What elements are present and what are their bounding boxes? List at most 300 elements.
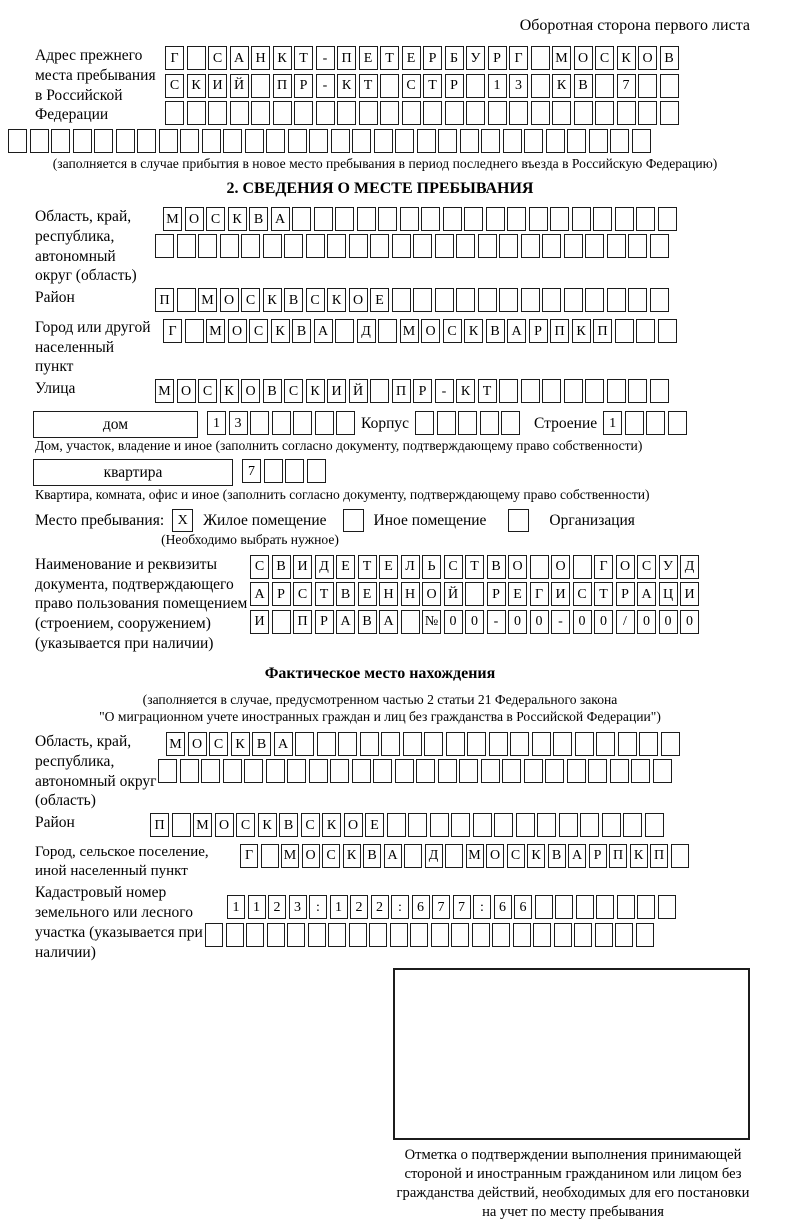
char-box[interactable]: /: [616, 610, 635, 634]
char-box[interactable]: [155, 234, 174, 258]
char-box[interactable]: [380, 101, 399, 125]
char-box[interactable]: Р: [589, 844, 607, 868]
char-box[interactable]: [435, 288, 454, 312]
char-box[interactable]: [187, 46, 206, 70]
char-box[interactable]: К: [630, 844, 648, 868]
char-box[interactable]: [378, 207, 397, 231]
char-box[interactable]: 7: [432, 895, 450, 919]
char-box[interactable]: [546, 129, 565, 153]
char-box[interactable]: [266, 759, 285, 783]
char-box[interactable]: [481, 759, 500, 783]
char-box[interactable]: [464, 207, 483, 231]
char-box[interactable]: [264, 459, 283, 483]
char-box[interactable]: [554, 923, 572, 947]
char-box[interactable]: К: [271, 319, 290, 343]
char-box[interactable]: О: [421, 319, 440, 343]
char-box[interactable]: К: [231, 732, 250, 756]
char-box[interactable]: Й: [444, 582, 463, 606]
char-box[interactable]: 1: [227, 895, 245, 919]
char-box[interactable]: [94, 129, 113, 153]
char-box[interactable]: Б: [445, 46, 464, 70]
char-box[interactable]: [294, 101, 313, 125]
char-box[interactable]: 7: [617, 74, 636, 98]
char-box[interactable]: Т: [594, 582, 613, 606]
char-box[interactable]: [288, 129, 307, 153]
char-box[interactable]: К: [228, 207, 247, 231]
char-box[interactable]: 6: [494, 895, 512, 919]
char-box[interactable]: [489, 732, 508, 756]
char-box[interactable]: [430, 813, 449, 837]
char-box[interactable]: А: [568, 844, 586, 868]
char-box[interactable]: Е: [508, 582, 527, 606]
char-box[interactable]: [615, 923, 633, 947]
char-box[interactable]: [331, 129, 350, 153]
char-box[interactable]: С: [284, 379, 303, 403]
char-box[interactable]: С: [206, 207, 225, 231]
char-box[interactable]: [245, 129, 264, 153]
char-box[interactable]: [580, 813, 599, 837]
char-box[interactable]: В: [279, 813, 298, 837]
char-box[interactable]: 0: [508, 610, 527, 634]
char-box[interactable]: [413, 234, 432, 258]
char-box[interactable]: [443, 207, 462, 231]
char-box[interactable]: А: [384, 844, 402, 868]
char-box[interactable]: [116, 129, 135, 153]
char-box[interactable]: [421, 207, 440, 231]
char-box[interactable]: [531, 101, 550, 125]
char-box[interactable]: [352, 129, 371, 153]
char-box[interactable]: Д: [425, 844, 443, 868]
char-box[interactable]: [638, 74, 657, 98]
char-box[interactable]: М: [198, 288, 217, 312]
char-box[interactable]: Г: [594, 555, 613, 579]
char-box[interactable]: [628, 288, 647, 312]
char-box[interactable]: [307, 459, 326, 483]
char-box[interactable]: [658, 895, 676, 919]
char-box[interactable]: [501, 411, 520, 435]
char-box[interactable]: П: [155, 288, 174, 312]
char-box[interactable]: [404, 844, 422, 868]
char-box[interactable]: [650, 234, 669, 258]
char-box[interactable]: Г: [530, 582, 549, 606]
char-box[interactable]: [378, 319, 397, 343]
char-box[interactable]: [246, 923, 264, 947]
char-box[interactable]: [596, 895, 614, 919]
char-box[interactable]: К: [456, 379, 475, 403]
char-box[interactable]: [585, 234, 604, 258]
char-box[interactable]: 3: [229, 411, 248, 435]
char-box[interactable]: [328, 923, 346, 947]
char-box[interactable]: [524, 129, 543, 153]
char-box[interactable]: В: [252, 732, 271, 756]
char-box[interactable]: С: [165, 74, 184, 98]
char-box[interactable]: [390, 923, 408, 947]
char-box[interactable]: 1: [248, 895, 266, 919]
char-box[interactable]: [456, 288, 475, 312]
char-box[interactable]: [617, 895, 635, 919]
char-box[interactable]: [330, 759, 349, 783]
char-box[interactable]: [602, 813, 621, 837]
char-box[interactable]: [308, 923, 326, 947]
char-box[interactable]: [618, 732, 637, 756]
char-box[interactable]: А: [507, 319, 526, 343]
char-box[interactable]: Т: [423, 74, 442, 98]
char-box[interactable]: [431, 923, 449, 947]
char-box[interactable]: [537, 813, 556, 837]
char-box[interactable]: [564, 379, 583, 403]
char-box[interactable]: [502, 759, 521, 783]
char-box[interactable]: [478, 288, 497, 312]
char-box[interactable]: [638, 101, 657, 125]
char-box[interactable]: [401, 610, 420, 634]
char-box[interactable]: [637, 895, 655, 919]
char-box[interactable]: [287, 759, 306, 783]
char-box[interactable]: 7: [242, 459, 261, 483]
char-box[interactable]: Т: [478, 379, 497, 403]
char-box[interactable]: 7: [453, 895, 471, 919]
char-box[interactable]: [550, 207, 569, 231]
char-box[interactable]: [369, 923, 387, 947]
char-box[interactable]: [564, 234, 583, 258]
char-box[interactable]: [488, 101, 507, 125]
char-box[interactable]: П: [609, 844, 627, 868]
char-box[interactable]: [381, 732, 400, 756]
char-box[interactable]: [266, 129, 285, 153]
char-box[interactable]: [445, 844, 463, 868]
char-box[interactable]: [567, 129, 586, 153]
char-box[interactable]: С: [250, 555, 269, 579]
char-box[interactable]: С: [249, 319, 268, 343]
char-box[interactable]: [327, 234, 346, 258]
char-box[interactable]: [650, 288, 669, 312]
char-box[interactable]: [509, 101, 528, 125]
char-box[interactable]: Й: [349, 379, 368, 403]
char-box[interactable]: О: [349, 288, 368, 312]
char-box[interactable]: -: [316, 46, 335, 70]
char-box[interactable]: [545, 759, 564, 783]
char-box[interactable]: [295, 732, 314, 756]
char-box[interactable]: [555, 895, 573, 919]
char-box[interactable]: [481, 129, 500, 153]
char-box[interactable]: [585, 379, 604, 403]
char-box[interactable]: [639, 732, 658, 756]
char-box[interactable]: К: [552, 74, 571, 98]
char-box[interactable]: П: [150, 813, 169, 837]
char-box[interactable]: [251, 74, 270, 98]
char-box[interactable]: М: [163, 207, 182, 231]
char-box[interactable]: В: [486, 319, 505, 343]
char-box[interactable]: [478, 234, 497, 258]
char-box[interactable]: [438, 759, 457, 783]
char-box[interactable]: И: [208, 74, 227, 98]
char-box[interactable]: [202, 129, 221, 153]
char-box[interactable]: Т: [315, 582, 334, 606]
char-box[interactable]: М: [552, 46, 571, 70]
char-box[interactable]: [595, 923, 613, 947]
char-box[interactable]: [458, 411, 477, 435]
char-box[interactable]: [30, 129, 49, 153]
char-box[interactable]: С: [301, 813, 320, 837]
char-box[interactable]: В: [574, 74, 593, 98]
char-box[interactable]: О: [185, 207, 204, 231]
char-box[interactable]: [494, 813, 513, 837]
char-box[interactable]: [172, 813, 191, 837]
char-box[interactable]: 1: [207, 411, 226, 435]
char-box[interactable]: [51, 129, 70, 153]
char-box[interactable]: [472, 923, 490, 947]
char-box[interactable]: [285, 459, 304, 483]
char-box[interactable]: [575, 732, 594, 756]
char-box[interactable]: Т: [294, 46, 313, 70]
char-box[interactable]: [410, 923, 428, 947]
residence-other-checkbox[interactable]: [343, 509, 364, 532]
char-box[interactable]: [596, 732, 615, 756]
char-box[interactable]: Р: [294, 74, 313, 98]
char-box[interactable]: В: [263, 379, 282, 403]
char-box[interactable]: 2: [268, 895, 286, 919]
char-box[interactable]: [628, 379, 647, 403]
char-box[interactable]: [573, 555, 592, 579]
char-box[interactable]: П: [337, 46, 356, 70]
char-box[interactable]: [650, 379, 669, 403]
char-box[interactable]: [628, 234, 647, 258]
char-box[interactable]: 2: [350, 895, 368, 919]
char-box[interactable]: [510, 732, 529, 756]
char-box[interactable]: [529, 207, 548, 231]
char-box[interactable]: [315, 411, 334, 435]
char-box[interactable]: [335, 319, 354, 343]
char-box[interactable]: [513, 923, 531, 947]
char-box[interactable]: [636, 319, 655, 343]
char-box[interactable]: [241, 234, 260, 258]
char-box[interactable]: [480, 411, 499, 435]
char-box[interactable]: :: [473, 895, 491, 919]
char-box[interactable]: К: [220, 379, 239, 403]
char-box[interactable]: [292, 207, 311, 231]
char-box[interactable]: 0: [659, 610, 678, 634]
char-box[interactable]: [531, 74, 550, 98]
char-box[interactable]: -: [435, 379, 454, 403]
char-box[interactable]: И: [551, 582, 570, 606]
char-box[interactable]: [357, 207, 376, 231]
char-box[interactable]: Д: [680, 555, 699, 579]
char-box[interactable]: [451, 813, 470, 837]
char-box[interactable]: 0: [444, 610, 463, 634]
char-box[interactable]: [251, 101, 270, 125]
char-box[interactable]: [424, 732, 443, 756]
char-box[interactable]: [293, 411, 312, 435]
char-box[interactable]: [374, 129, 393, 153]
char-box[interactable]: [370, 379, 389, 403]
char-box[interactable]: [338, 732, 357, 756]
char-box[interactable]: [542, 379, 561, 403]
char-box[interactable]: Н: [401, 582, 420, 606]
char-box[interactable]: [564, 288, 583, 312]
char-box[interactable]: [521, 234, 540, 258]
char-box[interactable]: У: [466, 46, 485, 70]
char-box[interactable]: [610, 129, 629, 153]
char-box[interactable]: [499, 234, 518, 258]
char-box[interactable]: Й: [230, 74, 249, 98]
char-box[interactable]: [165, 101, 184, 125]
char-box[interactable]: [438, 129, 457, 153]
char-box[interactable]: П: [273, 74, 292, 98]
char-box[interactable]: 6: [412, 895, 430, 919]
char-box[interactable]: О: [616, 555, 635, 579]
char-box[interactable]: [658, 319, 677, 343]
char-box[interactable]: [499, 288, 518, 312]
char-box[interactable]: [309, 129, 328, 153]
char-box[interactable]: [610, 759, 629, 783]
char-box[interactable]: [588, 759, 607, 783]
char-box[interactable]: Р: [315, 610, 334, 634]
char-box[interactable]: [226, 923, 244, 947]
char-box[interactable]: Р: [529, 319, 548, 343]
char-box[interactable]: Т: [465, 555, 484, 579]
house-type-box[interactable]: дом: [33, 411, 198, 438]
char-box[interactable]: [177, 288, 196, 312]
char-box[interactable]: К: [187, 74, 206, 98]
char-box[interactable]: А: [336, 610, 355, 634]
char-box[interactable]: [585, 288, 604, 312]
char-box[interactable]: [467, 732, 486, 756]
char-box[interactable]: Е: [370, 288, 389, 312]
char-box[interactable]: В: [487, 555, 506, 579]
char-box[interactable]: [273, 101, 292, 125]
char-box[interactable]: А: [250, 582, 269, 606]
char-box[interactable]: [435, 234, 454, 258]
char-box[interactable]: [177, 234, 196, 258]
char-box[interactable]: В: [363, 844, 381, 868]
char-box[interactable]: О: [638, 46, 657, 70]
char-box[interactable]: В: [358, 610, 377, 634]
char-box[interactable]: :: [309, 895, 327, 919]
char-box[interactable]: [636, 923, 654, 947]
char-box[interactable]: [445, 101, 464, 125]
char-box[interactable]: Е: [336, 555, 355, 579]
char-box[interactable]: [645, 813, 664, 837]
char-box[interactable]: В: [272, 555, 291, 579]
char-box[interactable]: [661, 732, 680, 756]
char-box[interactable]: К: [273, 46, 292, 70]
char-box[interactable]: В: [284, 288, 303, 312]
char-box[interactable]: [615, 319, 634, 343]
char-box[interactable]: К: [327, 288, 346, 312]
char-box[interactable]: [284, 234, 303, 258]
char-box[interactable]: [589, 129, 608, 153]
char-box[interactable]: [413, 288, 432, 312]
char-box[interactable]: Г: [240, 844, 258, 868]
char-box[interactable]: П: [293, 610, 312, 634]
char-box[interactable]: [244, 759, 263, 783]
char-box[interactable]: [395, 759, 414, 783]
char-box[interactable]: [370, 234, 389, 258]
char-box[interactable]: [521, 288, 540, 312]
char-box[interactable]: Р: [272, 582, 291, 606]
char-box[interactable]: -: [316, 74, 335, 98]
char-box[interactable]: О: [551, 555, 570, 579]
char-box[interactable]: Е: [402, 46, 421, 70]
char-box[interactable]: :: [391, 895, 409, 919]
char-box[interactable]: [668, 411, 687, 435]
char-box[interactable]: А: [314, 319, 333, 343]
char-box[interactable]: Р: [423, 46, 442, 70]
char-box[interactable]: К: [263, 288, 282, 312]
char-box[interactable]: [205, 923, 223, 947]
char-box[interactable]: К: [322, 813, 341, 837]
char-box[interactable]: А: [230, 46, 249, 70]
char-box[interactable]: [423, 101, 442, 125]
char-box[interactable]: П: [650, 844, 668, 868]
char-box[interactable]: Г: [165, 46, 184, 70]
char-box[interactable]: О: [177, 379, 196, 403]
char-box[interactable]: [187, 101, 206, 125]
char-box[interactable]: О: [508, 555, 527, 579]
apartment-type-box[interactable]: квартира: [33, 459, 233, 486]
char-box[interactable]: Д: [315, 555, 334, 579]
char-box[interactable]: [180, 759, 199, 783]
char-box[interactable]: С: [402, 74, 421, 98]
residence-living-checkbox[interactable]: X: [172, 509, 193, 532]
char-box[interactable]: М: [155, 379, 174, 403]
char-box[interactable]: [553, 732, 572, 756]
char-box[interactable]: 1: [330, 895, 348, 919]
char-box[interactable]: [465, 582, 484, 606]
char-box[interactable]: [392, 288, 411, 312]
char-box[interactable]: [521, 379, 540, 403]
char-box[interactable]: М: [466, 844, 484, 868]
char-box[interactable]: О: [228, 319, 247, 343]
char-box[interactable]: 6: [514, 895, 532, 919]
char-box[interactable]: М: [281, 844, 299, 868]
char-box[interactable]: [658, 207, 677, 231]
char-box[interactable]: [316, 101, 335, 125]
char-box[interactable]: [437, 411, 456, 435]
char-box[interactable]: С: [443, 319, 462, 343]
char-box[interactable]: [492, 923, 510, 947]
char-box[interactable]: О: [241, 379, 260, 403]
char-box[interactable]: Р: [488, 46, 507, 70]
char-box[interactable]: Е: [379, 555, 398, 579]
char-box[interactable]: [408, 813, 427, 837]
char-box[interactable]: [631, 759, 650, 783]
char-box[interactable]: [8, 129, 27, 153]
char-box[interactable]: [552, 101, 571, 125]
char-box[interactable]: [499, 379, 518, 403]
char-box[interactable]: 0: [573, 610, 592, 634]
char-box[interactable]: [380, 74, 399, 98]
char-box[interactable]: [287, 923, 305, 947]
char-box[interactable]: Л: [401, 555, 420, 579]
char-box[interactable]: [267, 923, 285, 947]
char-box[interactable]: А: [271, 207, 290, 231]
char-box[interactable]: С: [208, 46, 227, 70]
char-box[interactable]: С: [209, 732, 228, 756]
char-box[interactable]: И: [327, 379, 346, 403]
char-box[interactable]: С: [322, 844, 340, 868]
char-box[interactable]: [223, 129, 242, 153]
char-box[interactable]: [623, 813, 642, 837]
char-box[interactable]: 0: [465, 610, 484, 634]
char-box[interactable]: [542, 234, 561, 258]
char-box[interactable]: Т: [359, 74, 378, 98]
char-box[interactable]: О: [422, 582, 441, 606]
char-box[interactable]: [593, 207, 612, 231]
char-box[interactable]: В: [292, 319, 311, 343]
char-box[interactable]: С: [306, 288, 325, 312]
char-box[interactable]: [306, 234, 325, 258]
char-box[interactable]: 3: [509, 74, 528, 98]
